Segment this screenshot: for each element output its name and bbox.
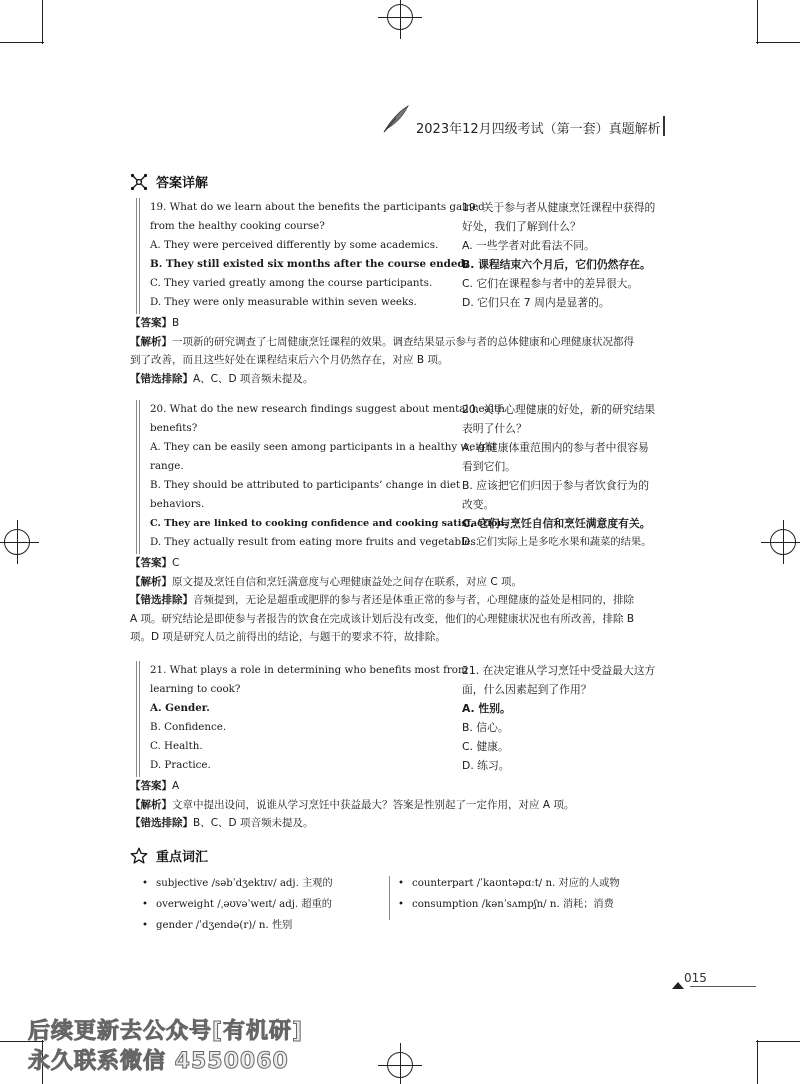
q19-zh-stem-line1: 19. 关于参与者从健康烹饪课程中获得的	[462, 201, 656, 214]
q21-zh-option-a: A. 性别。	[462, 702, 511, 715]
q19-zh-stem-line2: 好处，我们了解到什么？	[462, 220, 581, 233]
q19-zh-option-c: C. 它们在课程参与者中的差异很大。	[462, 277, 639, 290]
exclude-tag: 【错选排除】	[130, 372, 193, 385]
vocab-list-left	[142, 873, 333, 936]
q20-option-c: C. They are linked to cooking confidence and cooking satisfaction.	[150, 518, 508, 529]
crop-mark	[0, 42, 44, 43]
q20-stem-line1: 20. What do the new research findings suggest about mental health	[150, 403, 505, 415]
q19-stem-line2: from the healthy cooking course?	[150, 220, 325, 232]
q19-zh-option-d: D. 它们只在 7 周内是显著的。	[462, 296, 610, 309]
question-bar	[136, 400, 140, 554]
q21-analysis: 文章中提出设问，说谁从学习烹饪中获益最大？答案是性别起了一定作用，对应 A 项。	[172, 798, 575, 811]
exclude-tag: 【错选排除】	[130, 594, 193, 607]
page-number-marker	[672, 982, 684, 989]
question-21-chinese	[462, 661, 672, 775]
q20-zh-option-b-cont: 改变。	[462, 498, 495, 511]
watermark-line1: 后续更新去公众号[有机研]	[28, 1019, 304, 1044]
registration-mark	[4, 529, 30, 555]
question-21-block	[130, 661, 670, 777]
q19-zh-option-a: A. 一些学者对此看法不同。	[462, 239, 595, 252]
question-19-notes	[130, 314, 675, 388]
section-vocab-title: 重点词汇	[156, 850, 209, 865]
q21-stem-line1: 21. What plays a role in determining who benefits most from	[150, 664, 468, 676]
q21-option-c: C. Health.	[150, 740, 203, 752]
vocab-item: • counterpart /ˈkaʊntəpɑːt/ n. 对应的人或物	[398, 873, 620, 894]
star-icon	[130, 847, 148, 865]
bullet-icon: •	[142, 920, 149, 931]
crop-mark	[42, 0, 43, 44]
crop-mark	[756, 1041, 800, 1042]
q20-zh-stem-line1: 20. 关于心理健康的好处，新的研究结果	[462, 403, 656, 416]
q20-answer: C	[172, 557, 180, 569]
q20-option-b: B. They should be attributed to participants’ change in diet	[150, 479, 461, 491]
q20-analysis: 原文提及烹饪自信和烹饪满意度与心理健康益处之间存在联系，对应 C 项。	[172, 575, 523, 588]
q21-zh-stem-line2: 面，什么因素起到了作用？	[462, 683, 592, 696]
q20-zh-option-b: B. 应该把它们归因于参与者饮食行为的	[462, 479, 650, 492]
vocab-item: • overweight /ˌəʊvəˈweɪt/ adj. 超重的	[142, 894, 333, 915]
crop-mark	[756, 42, 800, 43]
bullet-icon: •	[398, 899, 405, 910]
question-21-english	[150, 661, 468, 775]
registration-mark	[387, 4, 413, 30]
q21-option-b: B. Confidence.	[150, 721, 227, 733]
section-vocab-heading	[130, 846, 208, 865]
section-answers-heading	[130, 172, 208, 191]
page-number-rule	[690, 986, 756, 987]
vocab-item: • consumption /kənˈsʌmpʃn/ n. 消耗；消费	[398, 894, 620, 915]
header-title: 2023年12月四级考试（第一套）真题解析	[416, 122, 661, 137]
q19-option-a: A. They were perceived differently by some academics.	[150, 239, 439, 251]
registration-mark	[387, 1052, 413, 1078]
q21-zh-option-d: D. 练习。	[462, 759, 510, 772]
analysis-tag: 【解析】	[130, 798, 172, 811]
bullet-icon: •	[142, 899, 149, 910]
question-19-block	[130, 198, 670, 314]
q21-zh-option-b: B. 信心。	[462, 721, 509, 734]
q20-stem-line2: benefits?	[150, 422, 198, 434]
q20-option-b-cont: behaviors.	[150, 498, 205, 510]
q19-exclude: A、C、D 项音频未提及。	[193, 372, 314, 385]
answer-tag: 【答案】	[130, 557, 172, 569]
quill-icon	[380, 104, 410, 134]
question-20-chinese	[462, 400, 672, 552]
q19-stem-line1: 19. What do we learn about the benefits the participants gained	[150, 201, 485, 213]
analysis-tag: 【解析】	[130, 335, 172, 348]
q21-stem-line2: learning to cook?	[150, 683, 241, 695]
watermark-line2: 永久联系微信 4550060	[28, 1049, 289, 1074]
q19-answer: B	[172, 317, 180, 329]
vocab-list-right	[398, 873, 620, 915]
registration-mark	[770, 529, 796, 555]
q20-zh-stem-line2: 表明了什么？	[462, 422, 527, 435]
question-21-notes	[130, 777, 675, 833]
answer-tag: 【答案】	[130, 317, 172, 329]
q21-answer: A	[172, 780, 180, 792]
crop-mark	[757, 1040, 758, 1084]
vocab-item: • gender /ˈdʒendə(r)/ n. 性别	[142, 915, 333, 936]
vocab-item: • subjective /səbˈdʒektɪv/ adj. 主观的	[142, 873, 333, 894]
q20-zh-option-c: C. 它们与烹饪自信和烹饪满意度有关。	[462, 517, 651, 530]
question-bar	[136, 661, 140, 777]
q20-option-a: A. They can be easily seen among participants in a healthy weight	[150, 441, 496, 453]
bullet-icon: •	[398, 878, 405, 889]
q20-zh-option-a-cont: 看到它们。	[462, 460, 516, 473]
q21-zh-option-c: C. 健康。	[462, 740, 509, 753]
question-19-english	[150, 198, 485, 312]
q20-option-a-cont: range.	[150, 460, 184, 472]
bullet-icon: •	[142, 878, 149, 889]
question-20-notes	[130, 554, 675, 647]
network-icon	[130, 173, 148, 191]
q19-option-c: C. They varied greatly among the course participants.	[150, 277, 433, 289]
q21-zh-stem-line1: 21. 在决定谁从学习烹饪中受益最大这方	[462, 664, 656, 677]
question-20-block	[130, 400, 670, 554]
q20-option-d: D. They actually result from eating more fruits and vegetables.	[150, 536, 480, 548]
q19-zh-option-b: B. 课程结束六个月后，它们仍然存在。	[462, 258, 651, 271]
q19-option-d: D. They were only measurable within seven weeks.	[150, 296, 417, 308]
page-header	[380, 100, 670, 136]
q19-analysis-line2: 到了改善，而且这些好处在课程结束后六个月仍然存在，对应 B 项。	[130, 354, 449, 367]
question-bar	[136, 198, 140, 314]
q19-analysis-line1: 一项新的研究调查了七周健康烹饪课程的效果。调查结果显示参与者的总体健康和心理健康状况都得	[172, 335, 634, 348]
header-divider	[663, 116, 665, 136]
q21-option-d: D. Practice.	[150, 759, 211, 771]
page-number: 015	[684, 971, 707, 985]
question-19-chinese	[462, 198, 672, 312]
section-answers-title: 答案详解	[156, 176, 209, 191]
q20-zh-option-d: D. 它们实际上是多吃水果和蔬菜的结果。	[462, 536, 652, 548]
analysis-tag: 【解析】	[130, 575, 172, 588]
q21-exclude: B、C、D 项音频未提及。	[193, 817, 314, 830]
exclude-tag: 【错选排除】	[130, 817, 193, 830]
vocab-divider	[389, 876, 390, 920]
crop-mark	[757, 0, 758, 44]
q20-exclude-line1: 音频提到，无论是超重或肥胖的参与者还是体重正常的参与者，心理健康的益处是相同的，排除	[193, 594, 634, 607]
q20-exclude-line3: 项。D 项是研究人员之前得出的结论，与题干的要求不符，故排除。	[130, 631, 446, 644]
q19-option-b: B. They still existed six months after the course ended.	[150, 258, 469, 270]
answer-tag: 【答案】	[130, 780, 172, 792]
q21-option-a: A. Gender.	[150, 702, 210, 714]
q20-zh-option-a: A. 在健康体重范围内的参与者中很容易	[462, 441, 649, 454]
q20-exclude-line2: A 项。研究结论是即使参与者报告的饮食在完成该计划后没有改变，他们的心理健康状况也有所改善，排除 B	[130, 612, 635, 625]
